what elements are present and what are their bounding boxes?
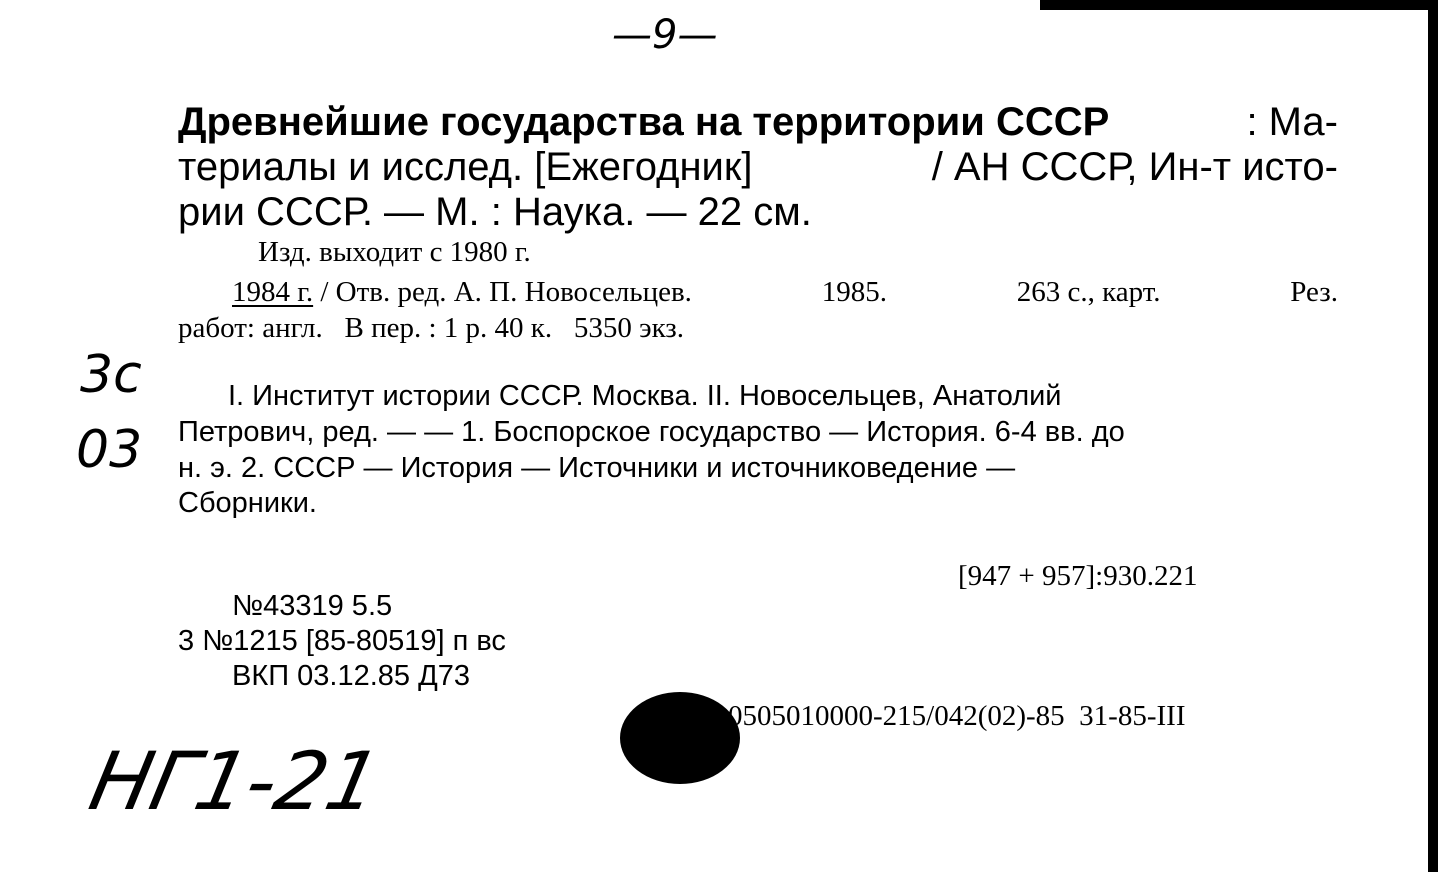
volume-editor: / Отв. ред. А. П. Новосельцев. [320,276,692,308]
handwritten-margin-note-1: 3с [80,345,142,405]
tracing-line-1 [178,380,1338,413]
volume-line-2: работ: англ. В пер. : 1 р. 40 к. 5350 экз. [178,312,684,344]
card-edge-shadow [1428,0,1438,872]
published-since: Изд. выходит с 1980 г. [258,236,531,268]
title-part: : Ма- [1246,100,1338,144]
page-number: —9— [612,12,718,58]
punch-hole [620,692,740,784]
card-edge-shadow-top [1040,0,1438,10]
handwritten-margin-note-2: 03 [76,420,143,480]
title-line-3 [178,190,1338,235]
tracing-line-3: н. э. 2. СССР — История — Источники и источниковедение — [178,452,1016,484]
tracing-line-4: Сборники. [178,487,317,519]
volume-pub-year: 1985. [821,276,887,308]
title-line-1 [178,100,1338,145]
volume-pages: 263 с., карт. [1016,276,1161,308]
tracing-text: I. Институт истории СССР. Москва. II. Новосельцев, Анатолий [228,380,1062,412]
isbn-code: 0505010000-215/042(02)-85 31-85-III [728,700,1186,732]
title-part: рии СССР. — М. : Наука. — 22 см. [178,190,812,234]
volume-year: 1984 г. [232,276,314,308]
title-part: териалы и исслед. [Ежегодник] [178,145,753,189]
order-number: №43319 5.5 [232,590,393,622]
volume-line-1 [178,276,1338,309]
udc-code: [947 + 957]:930.221 [958,560,1198,592]
tracing-line-2: Петрович, ред. — — 1. Боспорское государство — История. 6-4 вв. до [178,416,1125,448]
title-line-2 [178,145,1338,190]
title-main: Древнейшие государства на территории СССР [178,100,1110,144]
volume-summary: Рез. [1290,276,1338,308]
book-chamber-number: 3 №1215 [85-80519] п вс [178,625,506,657]
vkp-line: ВКП 03.12.85 Д73 [232,660,470,692]
handwritten-shelf-mark: НГ1-21 [82,735,389,828]
title-part: / АН СССР, Ин-т исто- [931,145,1338,189]
